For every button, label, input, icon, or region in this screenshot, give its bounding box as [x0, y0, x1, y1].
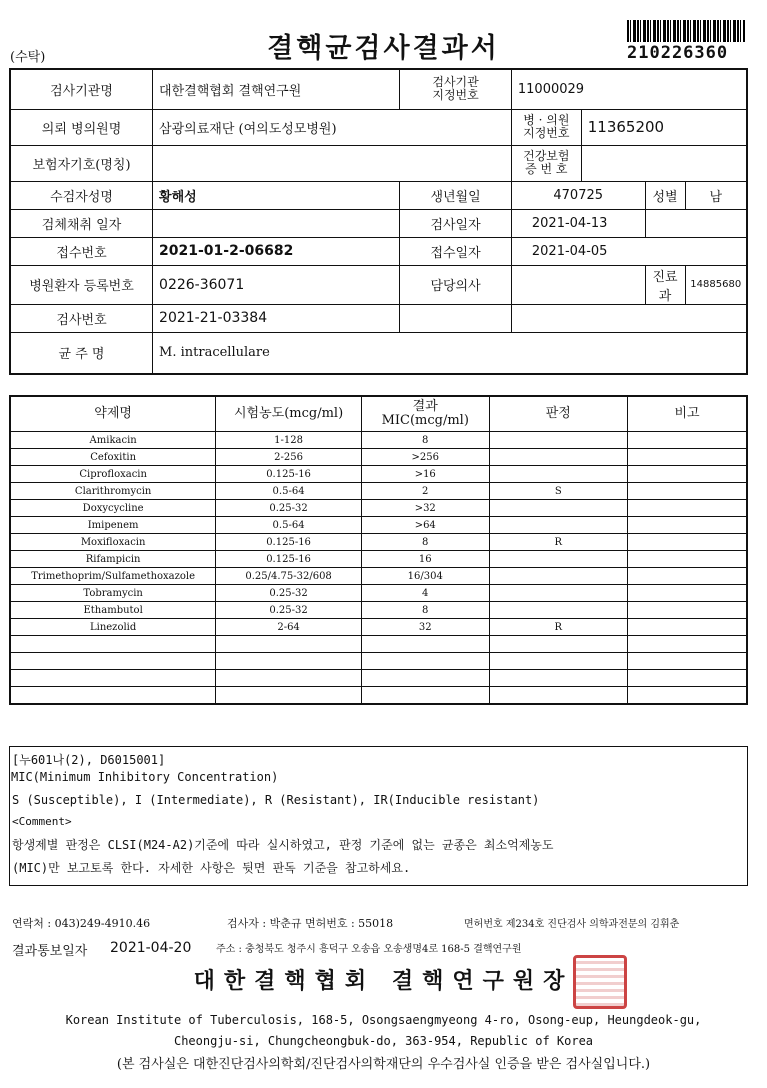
table-row — [10, 653, 747, 670]
license-info: 면허번호 제234호 진단검사 의학과전문의 김휘춘 — [464, 919, 680, 930]
insurance-label: 보험자기호(명칭) — [10, 145, 153, 181]
drug-name: Trimethoprim/Sulfamethoxazole — [10, 568, 216, 585]
table-row — [10, 449, 747, 466]
remarks — [628, 602, 748, 619]
test-range — [216, 670, 362, 687]
mic-result: 32 — [361, 619, 489, 636]
interpretation: R — [489, 619, 627, 636]
barcode-icon — [627, 20, 745, 42]
organism-value: M. intracellulare — [153, 332, 747, 374]
remarks — [628, 670, 748, 687]
test-range: 0.25-32 — [216, 602, 362, 619]
comment-line-2: (MIC)만 보고토록 한다. 자세한 사항은 뒷면 판독 기준을 참고하세요. — [12, 861, 411, 875]
patient-label: 수검자성명 — [10, 181, 153, 209]
test-range: 0.5-64 — [216, 517, 362, 534]
address-kr: 주소 : 충청북도 청주시 흥덕구 오송읍 오송생명4로 168-5 결핵연구원 — [216, 944, 522, 955]
drug-name: Cefoxitin — [10, 449, 216, 466]
report-date-label: 결과통보일자 — [12, 944, 88, 959]
accession-value: 2021-01-2-06682 — [153, 237, 400, 265]
test-range: 2-256 — [216, 449, 362, 466]
header-mic: 결과 MIC(mcg/ml) — [361, 396, 489, 432]
mic-result — [361, 687, 489, 705]
drug-name: Ciprofloxacin — [10, 466, 216, 483]
interpretation — [489, 687, 627, 705]
table-row — [10, 568, 747, 585]
contact-info: 연락처 : 043)249-4910.46 — [12, 917, 151, 930]
code-line: [누601나(2), D6015001] — [12, 753, 166, 767]
comment-label: <Comment> — [12, 815, 72, 828]
table-row — [10, 687, 747, 705]
test-no-label: 검사번호 — [10, 304, 153, 332]
birth-value: 470725 — [511, 181, 645, 209]
notes-box — [9, 746, 748, 886]
hospital-value: 삼광의료재단 (여의도성모병원) — [153, 109, 512, 145]
test-range: 0.125-16 — [216, 466, 362, 483]
remarks — [628, 483, 748, 500]
health-no-label: 건강보험 증 번 호 — [511, 145, 581, 181]
test-date-label: 검사일자 — [400, 209, 512, 237]
header-interpretation: 판정 — [489, 396, 627, 432]
hospital-code-value: 11365200 — [581, 109, 747, 145]
mic-result: 4 — [361, 585, 489, 602]
interpretation — [489, 585, 627, 602]
collect-value — [153, 209, 400, 237]
drug-name: Doxycycline — [10, 500, 216, 517]
table-row — [10, 534, 747, 551]
table-row — [10, 432, 747, 449]
table-row — [10, 585, 747, 602]
sex-label: 성별 — [645, 181, 685, 209]
mic-result: >64 — [361, 517, 489, 534]
institute-name: 대한결핵협회 결핵연구원장 — [193, 968, 574, 994]
mic-result: >16 — [361, 466, 489, 483]
interpretation — [489, 500, 627, 517]
certification-note: (본 검사실은 대한진단검사의학회/진단검사의학재단의 우수검사실 인증을 받은 검사실입니다.) — [116, 1057, 651, 1072]
doctor-label: 담당의사 — [400, 265, 512, 304]
interpretation — [489, 432, 627, 449]
drug-name: Linezolid — [10, 619, 216, 636]
table-row — [10, 619, 747, 636]
drug-name — [10, 687, 216, 705]
test-range: 0.25-32 — [216, 585, 362, 602]
interpretation — [489, 551, 627, 568]
remarks — [628, 432, 748, 449]
interpretation — [489, 602, 627, 619]
remarks — [628, 466, 748, 483]
test-range: 0.125-16 — [216, 551, 362, 568]
mic-line: MIC(Minimum Inhibitory Concentration) — [11, 770, 279, 784]
examiner-info: 검사자 : 박춘규 면허번호 : 55018 — [227, 917, 394, 930]
remarks — [628, 534, 748, 551]
org-code-value: 11000029 — [511, 69, 747, 109]
table-row — [10, 483, 747, 500]
interpretation: S — [489, 483, 627, 500]
test-range: 0.25/4.75-32/608 — [216, 568, 362, 585]
interpretation — [489, 670, 627, 687]
header-drug: 약제명 — [10, 396, 216, 432]
drug-name: Moxifloxacin — [10, 534, 216, 551]
remarks — [628, 687, 748, 705]
org-value: 대한결핵협회 결핵연구원 — [153, 69, 400, 109]
remarks — [628, 517, 748, 534]
collect-label: 검체채취 일자 — [10, 209, 153, 237]
interpretation — [489, 653, 627, 670]
org-label: 검사기관명 — [10, 69, 153, 109]
mrn-value: 0226-36071 — [153, 265, 400, 304]
susceptibility-table — [9, 395, 748, 705]
test-range: 0.5-64 — [216, 483, 362, 500]
barcode-number: 210226360 — [627, 43, 729, 63]
doctor-value — [511, 265, 645, 304]
table-row — [10, 602, 747, 619]
hospital-label: 의뢰 병의원명 — [10, 109, 153, 145]
accession-label: 접수번호 — [10, 237, 153, 265]
patient-value: 황해성 — [153, 181, 400, 209]
drug-name: Amikacin — [10, 432, 216, 449]
mic-result: 8 — [361, 534, 489, 551]
insurance-value — [153, 145, 512, 181]
mic-result: >32 — [361, 500, 489, 517]
mic-result: 16/304 — [361, 568, 489, 585]
header-concentration: 시험농도(mcg/ml) — [216, 396, 362, 432]
address-en-line-1: Korean Institute of Tuberculosis, 168-5, Osongsaengmyeong 4-ro, Osong-eup, Heungdeok-gu, — [65, 1013, 702, 1027]
legend-line: S (Susceptible), I (Intermediate), R (Resistant), IR(Inducible resistant) — [12, 793, 540, 807]
remarks — [628, 568, 748, 585]
drug-name — [10, 653, 216, 670]
mic-result: 16 — [361, 551, 489, 568]
mic-result — [361, 636, 489, 653]
mrn-label: 병원환자 등록번호 — [10, 265, 153, 304]
comment-line-1: 항생제별 판정은 CLSI(M24-A2)기준에 따라 실시하였고, 판정 기준에 없는 균종은 최소억제농도 — [12, 838, 554, 852]
mic-result — [361, 670, 489, 687]
table-row — [10, 500, 747, 517]
drug-name — [10, 670, 216, 687]
org-code-label: 검사기관 지정번호 — [400, 69, 512, 109]
drug-name: Clarithromycin — [10, 483, 216, 500]
interpretation — [489, 517, 627, 534]
mic-result: 8 — [361, 432, 489, 449]
test-date-value: 2021-04-13 — [511, 209, 645, 237]
table-row — [10, 636, 747, 653]
interpretation — [489, 466, 627, 483]
receipt-date-label: 접수일자 — [400, 237, 512, 265]
sex-value: 남 — [685, 181, 747, 209]
test-range — [216, 653, 362, 670]
copy-label: (수탁) — [10, 50, 46, 65]
mic-result: >256 — [361, 449, 489, 466]
test-range — [216, 636, 362, 653]
remarks — [628, 619, 748, 636]
mic-result: 2 — [361, 483, 489, 500]
remarks — [628, 449, 748, 466]
organism-label: 균 주 명 — [10, 332, 153, 374]
remarks — [628, 500, 748, 517]
table-row — [10, 551, 747, 568]
drug-name: Imipenem — [10, 517, 216, 534]
report-date-value: 2021-04-20 — [110, 940, 192, 956]
drug-name: Ethambutol — [10, 602, 216, 619]
table-row — [10, 466, 747, 483]
test-range: 0.25-32 — [216, 500, 362, 517]
test-range — [216, 687, 362, 705]
mic-result: 8 — [361, 602, 489, 619]
table-row — [10, 670, 747, 687]
drug-name: Tobramycin — [10, 585, 216, 602]
interpretation — [489, 568, 627, 585]
mic-result — [361, 653, 489, 670]
remarks — [628, 551, 748, 568]
health-no-value — [581, 145, 747, 181]
table-row — [10, 517, 747, 534]
test-range: 2-64 — [216, 619, 362, 636]
hospital-code-label: 병 · 의원 지정번호 — [511, 109, 581, 145]
dept-label: 진료과 — [645, 265, 685, 304]
birth-label: 생년월일 — [400, 181, 512, 209]
interpretation — [489, 449, 627, 466]
receipt-date-value: 2021-04-05 — [511, 237, 747, 265]
remarks — [628, 653, 748, 670]
remarks — [628, 585, 748, 602]
patient-info-table — [9, 68, 748, 375]
interpretation: R — [489, 534, 627, 551]
drug-name — [10, 636, 216, 653]
interpretation — [489, 636, 627, 653]
address-en-line-2: Cheongju-si, Chungcheongbuk-do, 363-954, Republic of Korea — [173, 1034, 594, 1048]
document-title: 결핵균검사결과서 — [267, 33, 500, 64]
remarks — [628, 636, 748, 653]
header-remarks: 비고 — [628, 396, 748, 432]
drug-name: Rifampicin — [10, 551, 216, 568]
dept-value: 14885680 — [685, 265, 747, 304]
test-no-value: 2021-21-03384 — [153, 304, 400, 332]
test-range: 1-128 — [216, 432, 362, 449]
test-range: 0.125-16 — [216, 534, 362, 551]
